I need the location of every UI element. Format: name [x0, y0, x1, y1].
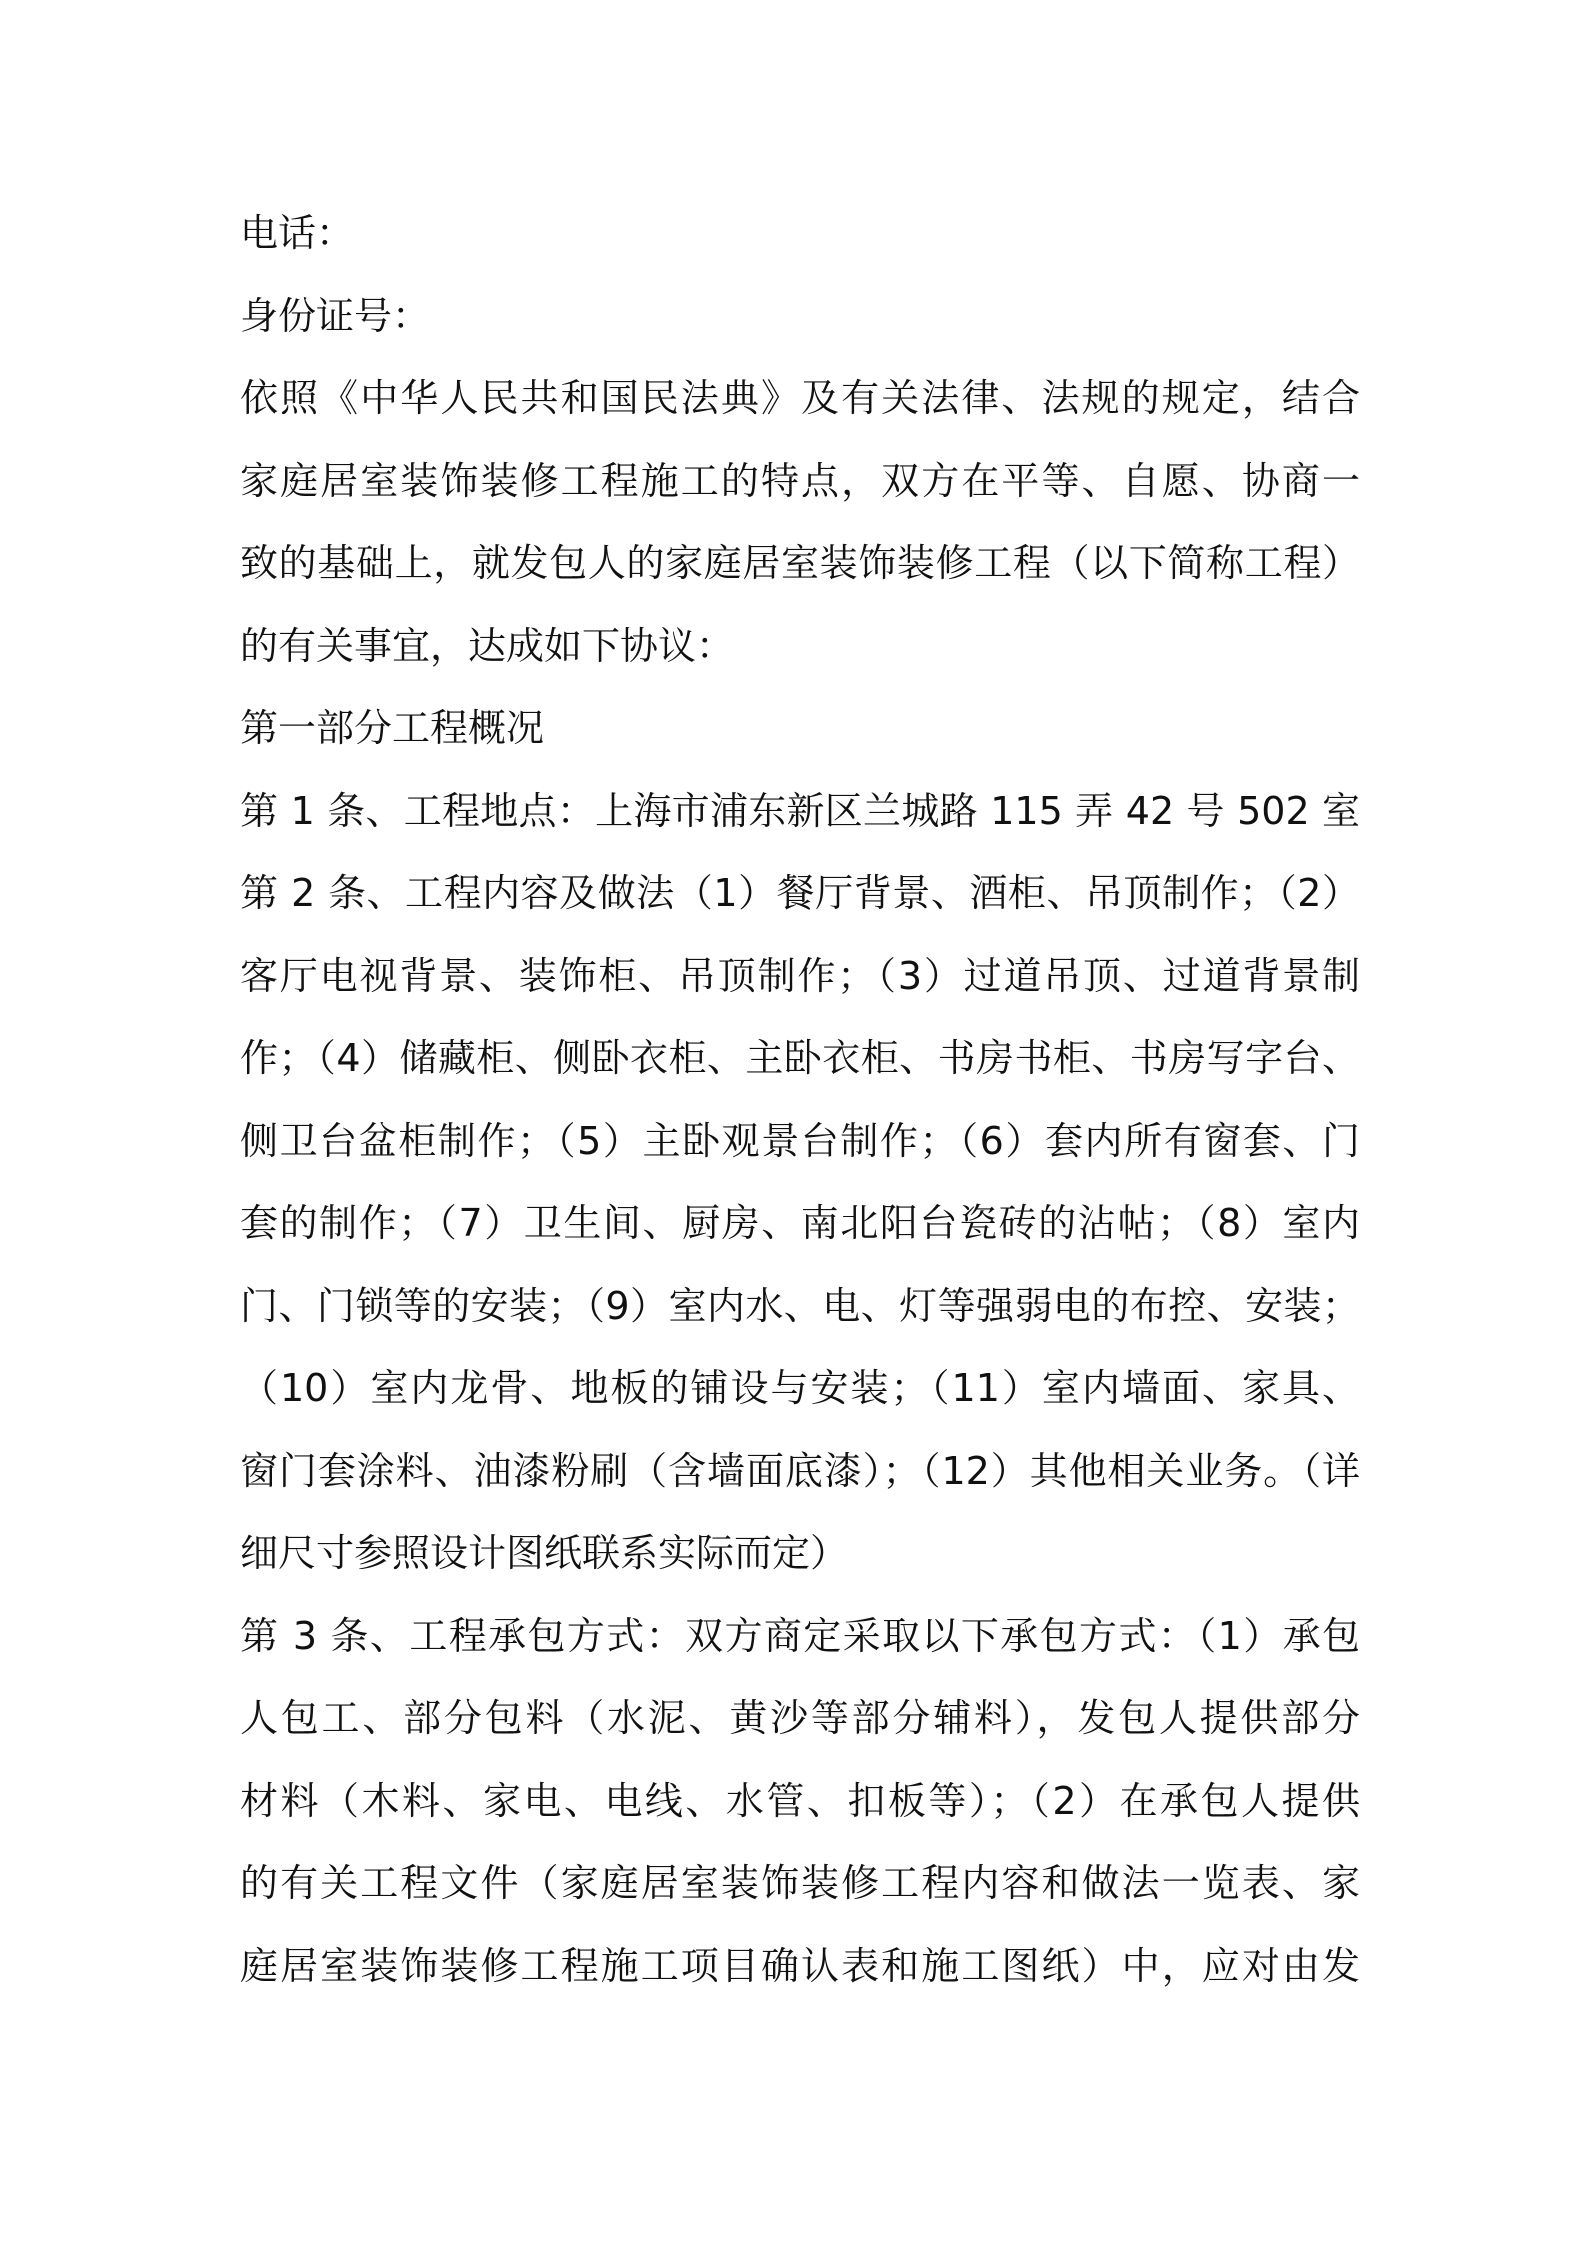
article-line: 第 2 条、工程内容及做法（1）餐厅背景、酒柜、吊顶制作；（2）: [240, 871, 1360, 915]
article-line: 的有关工程文件（家庭居室装饰装修工程内容和做法一览表、家: [240, 1861, 1360, 1905]
article-line: 客厅电视背景、装饰柜、吊顶制作；（3）过道吊顶、过道背景制: [240, 953, 1360, 998]
article-line: 门、门锁等的安装；（9）室内水、电、灯等强弱电的布控、安装；: [240, 1283, 1360, 1328]
article-line: 窗门套涂料、油漆粉刷（含墙面底漆）；（12）其他相关业务。（详: [240, 1448, 1360, 1493]
article-line: 第 1 条、工程地点：上海市浦东新区兰城路 115 弄 42 号 502 室: [240, 788, 1360, 833]
article-line: 人包工、部分包料（水泥、黄沙等部分辅料），发包人提供部分: [240, 1696, 1360, 1740]
article-line: 套的制作；（7）卫生间、厨房、南北阳台瓷砖的沾帖；（8）室内: [240, 1201, 1360, 1245]
paragraph-line: 的有关事宜，达成如下协议：: [240, 623, 735, 668]
article-line: 第 3 条、工程承包方式：双方商定采取以下承包方式：（1）承包: [240, 1613, 1360, 1658]
article-line: 细尺寸参照设计图纸联系实际而定）: [240, 1531, 849, 1575]
contract-body: [240, 192, 1360, 2007]
article-line: 庭居室装饰装修工程施工项目确认表和施工图纸）中，应对由发: [240, 1943, 1360, 1988]
section-heading: 第一部分工程概况: [240, 706, 545, 750]
phone-line: 电话：: [240, 211, 355, 255]
id-number-line: 身份证号：: [240, 293, 431, 338]
article-line: 作；（4）储藏柜、侧卧衣柜、主卧衣柜、书房书柜、书房写字台、: [240, 1036, 1360, 1080]
article-line: 材料（木料、家电、电线、水管、扣板等）；（2）在承包人提供: [240, 1778, 1360, 1823]
article-line: 侧卫台盆柜制作；（5）主卧观景台制作；（6）套内所有窗套、门: [240, 1118, 1360, 1163]
paragraph-line: 依照《中华人民共和国民法典》及有关法律、法规的规定，结合: [240, 376, 1360, 420]
article-line: （10）室内龙骨、地板的铺设与安装；（11）室内墙面、家具、: [240, 1366, 1360, 1410]
paragraph-line: 致的基础上，就发包人的家庭居室装饰装修工程（以下简称工程）: [240, 541, 1360, 585]
paragraph-line: 家庭居室装饰装修工程施工的特点，双方在平等、自愿、协商一: [240, 458, 1360, 503]
